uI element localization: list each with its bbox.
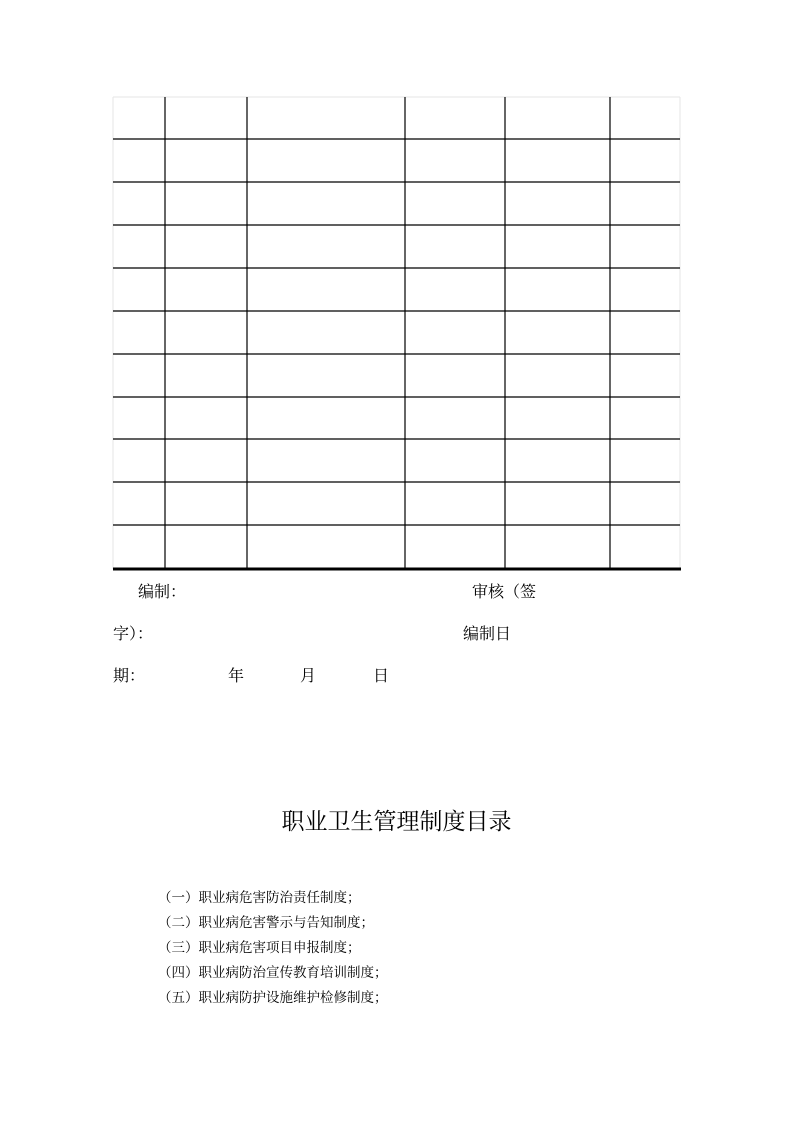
review-sign-label-cont: 字）： — [113, 624, 154, 643]
list-item: （五）职业病防护设施维护检修制度； — [158, 990, 388, 1006]
list-item: （二）职业病危害警示与告知制度； — [158, 915, 374, 931]
list-item: （一）职业病危害防治责任制度； — [158, 890, 361, 906]
list-item: （三）职业病危害项目申报制度； — [158, 940, 361, 956]
document-title: 职业卫生管理制度目录 — [281, 809, 512, 835]
day-label: 日 — [373, 666, 390, 685]
compile-date-label-cont: 期： — [113, 666, 146, 685]
list-item: （四）职业病防治宣传教育培训制度； — [158, 965, 388, 981]
month-label: 月 — [300, 666, 317, 685]
compiled-by-label: 编制： — [138, 582, 187, 601]
year-label: 年 — [228, 666, 245, 685]
review-sign-label: 审核（签 — [472, 582, 537, 601]
compile-date-label: 编制日 — [463, 624, 512, 643]
